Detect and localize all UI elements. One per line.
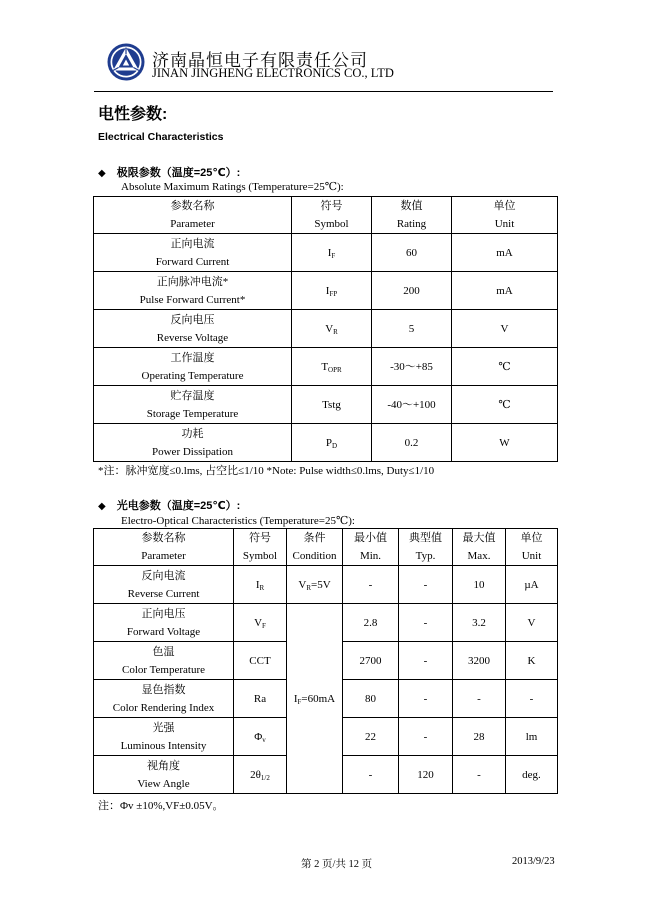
- symbol-base: I: [327, 246, 332, 259]
- typ-cell: [399, 718, 453, 756]
- abs-max-heading: [98, 164, 240, 180]
- parameter-cell: [94, 566, 234, 604]
- header-en: Condition: [292, 550, 337, 562]
- symbol-cell: [234, 756, 287, 794]
- unit-value: mA: [496, 284, 513, 297]
- parameter-cell: [94, 718, 234, 756]
- typ-cell: [399, 680, 453, 718]
- rating-value: 0.2: [404, 436, 419, 449]
- header-cell: [287, 529, 343, 566]
- condition-value: =5V: [310, 578, 331, 591]
- symbol-cell: [234, 566, 287, 604]
- typ-value: -: [423, 730, 428, 743]
- parameter-cell: [94, 272, 292, 310]
- parameter-en: Luminous Intensity: [120, 739, 207, 752]
- symbol-base: V: [325, 322, 334, 335]
- unit-cell: [452, 348, 558, 386]
- parameter-cn: 正向电压: [141, 607, 186, 620]
- unit-cell: [506, 680, 558, 718]
- parameter-en: Forward Voltage: [126, 625, 201, 638]
- rating-cell: [372, 424, 452, 462]
- parameter-cell: [94, 234, 292, 272]
- unit-cell: [506, 756, 558, 794]
- parameter-cn: 正向脉冲电流*: [156, 275, 229, 288]
- table-row: [94, 424, 558, 462]
- symbol: [292, 434, 371, 452]
- symbol-cell: [234, 604, 287, 642]
- parameter-cell: [94, 386, 292, 424]
- header-cn: 符号: [320, 200, 343, 212]
- max-cell: [453, 642, 506, 680]
- max-value: 3200: [468, 654, 490, 667]
- header-en: Parameter: [141, 550, 186, 562]
- rating-value: 60: [406, 246, 417, 259]
- company-name-cn: 济南晶恒电子有限责任公司: [152, 51, 368, 70]
- header-cell: [452, 197, 558, 234]
- unit-cell: [506, 642, 558, 680]
- parameter-en: Storage Temperature: [146, 407, 239, 420]
- rating-cell: [372, 386, 452, 424]
- min-value: -: [368, 578, 373, 591]
- symbol-cell: [234, 642, 287, 680]
- table-row: [94, 604, 558, 642]
- symbol-cell: [234, 718, 287, 756]
- table-row: [94, 566, 558, 604]
- unit-cell: [506, 566, 558, 604]
- header-divider: [94, 91, 553, 92]
- header-cell: [94, 197, 292, 234]
- symbol-base: CCT: [249, 654, 271, 667]
- header-cn: 符号: [249, 532, 271, 544]
- parameter-cn: 功耗: [181, 427, 204, 440]
- header-en: Min.: [359, 550, 382, 562]
- symbol-base: Φ: [254, 730, 263, 743]
- unit-value: -: [529, 692, 534, 705]
- header-cn: 单位: [493, 200, 516, 212]
- parameter-cn: 正向电流: [170, 237, 215, 250]
- parameter-cn: 工作温度: [170, 351, 215, 364]
- header-cell: [399, 529, 453, 566]
- condition-symbol: V: [298, 578, 307, 591]
- parameter-cn: 反向电流: [141, 569, 186, 582]
- symbol: [234, 766, 286, 784]
- min-value: 2700: [359, 654, 382, 667]
- parameter-en: Reverse Voltage: [156, 331, 229, 344]
- header-cn: 单位: [520, 532, 543, 544]
- rating-value: 5: [408, 322, 415, 335]
- symbol: [292, 358, 371, 376]
- parameter-cn: 显色指数: [141, 683, 186, 696]
- parameter-en: Color Rendering Index: [112, 701, 215, 714]
- header-cell: [453, 529, 506, 566]
- typ-cell: [399, 566, 453, 604]
- symbol: [234, 652, 286, 670]
- symbol-base: V: [254, 616, 263, 629]
- unit-value: deg.: [522, 768, 541, 781]
- symbol: [292, 244, 371, 262]
- parameter-cell: [94, 642, 234, 680]
- symbol: [234, 614, 286, 632]
- abs-max-table: [93, 196, 558, 462]
- symbol-base: T: [321, 360, 329, 373]
- symbol-cell: [292, 234, 372, 272]
- min-cell: [343, 566, 399, 604]
- parameter-en: Color Temperature: [121, 663, 206, 676]
- rating-cell: [372, 310, 452, 348]
- symbol-base: Tstg: [322, 398, 341, 411]
- parameter-cell: [94, 604, 234, 642]
- max-cell: [453, 680, 506, 718]
- header-en: Max.: [467, 550, 491, 562]
- symbol-subscript: F: [331, 251, 336, 260]
- min-value: 22: [365, 730, 376, 743]
- parameter-cell: [94, 424, 292, 462]
- diamond-bullet-icon: ◆: [98, 501, 106, 512]
- max-value: -: [477, 768, 481, 781]
- rating-cell: [372, 272, 452, 310]
- parameter-en: Reverse Current: [127, 587, 200, 600]
- diamond-bullet-icon: ◆: [98, 168, 106, 179]
- symbol-cell: [292, 310, 372, 348]
- header-cell: [234, 529, 287, 566]
- company-logo-icon: [106, 42, 146, 82]
- table-row: [94, 234, 558, 272]
- symbol-cell: [292, 272, 372, 310]
- abs-max-heading-text: 极限参数（温度=25℃）:: [116, 167, 241, 179]
- symbol-subscript: v: [262, 735, 266, 744]
- typ-cell: [399, 642, 453, 680]
- min-cell: [343, 642, 399, 680]
- company-name-en: JINAN JINGHENG ELECTRONICS CO., LTD: [152, 66, 394, 80]
- header-cell: [292, 197, 372, 234]
- symbol-subscript: R: [259, 583, 265, 592]
- symbol-cell: [292, 348, 372, 386]
- condition-symbol: I: [293, 692, 298, 705]
- parameter-en: Forward Current: [155, 255, 230, 268]
- max-cell: [453, 604, 506, 642]
- symbol-subscript: FP: [329, 289, 338, 298]
- parameter-cell: [94, 348, 292, 386]
- max-cell: [453, 718, 506, 756]
- eo-note-text: 注：Φv ±10%,VF±0.05V。: [98, 800, 224, 812]
- unit-value: ℃: [498, 360, 511, 373]
- header-en: Symbol: [314, 218, 349, 230]
- eo-table: [93, 528, 558, 794]
- min-value: -: [368, 768, 373, 781]
- header-cn: 条件: [303, 532, 326, 544]
- typ-value: -: [423, 616, 428, 629]
- unit-cell: [506, 604, 558, 642]
- header-cn: 典型值: [409, 532, 442, 544]
- typ-value: -: [423, 578, 428, 591]
- abs-max-caption: Absolute Maximum Ratings (Temperature=25℃):: [121, 181, 344, 193]
- unit-value: W: [499, 436, 510, 449]
- condition-value: =60mA: [301, 692, 336, 705]
- max-value: 10: [473, 578, 485, 591]
- symbol-cell: [234, 680, 287, 718]
- symbol-base: 2θ: [250, 768, 261, 781]
- unit-value: V: [527, 616, 536, 629]
- parameter-en: Operating Temperature: [141, 369, 244, 382]
- symbol-cell: [292, 424, 372, 462]
- symbol: [292, 282, 371, 300]
- max-cell: [453, 566, 506, 604]
- header-en: Symbol: [242, 550, 278, 562]
- parameter-cell: [94, 680, 234, 718]
- min-cell: [343, 680, 399, 718]
- symbol-subscript: F: [262, 621, 266, 630]
- section-title: 电性参数:: [98, 106, 168, 123]
- typ-value: -: [423, 654, 428, 667]
- unit-cell: [452, 234, 558, 272]
- symbol-cell: [292, 386, 372, 424]
- eo-heading-text: 光电参数（温度=25℃）:: [116, 500, 241, 512]
- min-value: 80: [365, 692, 376, 705]
- max-value: 3.2: [472, 616, 486, 629]
- parameter-en: Power Dissipation: [152, 445, 233, 458]
- unit-cell: [452, 386, 558, 424]
- unit-cell: [452, 424, 558, 462]
- table-header-row: [94, 197, 558, 234]
- header-en: Rating: [396, 218, 427, 230]
- unit-value: K: [527, 654, 536, 667]
- section-subtitle: Electrical Characteristics: [98, 131, 224, 143]
- min-cell: [343, 718, 399, 756]
- header-en: Typ.: [415, 550, 436, 562]
- min-cell: [343, 604, 399, 642]
- shared-condition-cell: [287, 604, 343, 794]
- rating-cell: [372, 348, 452, 386]
- typ-value: -: [423, 692, 428, 705]
- condition-cell: [287, 566, 343, 604]
- rating-cell: [372, 234, 452, 272]
- header-cn: 最小值: [354, 532, 387, 544]
- symbol: [234, 576, 286, 594]
- symbol: [292, 396, 371, 414]
- table-row: [94, 310, 558, 348]
- table-row: [94, 272, 558, 310]
- page-number: 第 2 页/共 12 页: [301, 859, 373, 870]
- condition-subscript: F: [297, 697, 302, 706]
- symbol-base: I: [325, 284, 330, 297]
- symbol: [234, 690, 286, 708]
- unit-cell: [452, 272, 558, 310]
- parameter-cn: 色温: [152, 645, 175, 658]
- unit-value: V: [500, 322, 509, 335]
- symbol-subscript: D: [332, 441, 338, 450]
- table-row: [94, 348, 558, 386]
- unit-value: ℃: [498, 398, 511, 411]
- table-header-row: [94, 529, 558, 566]
- max-value: -: [477, 692, 481, 705]
- unit-cell: [506, 718, 558, 756]
- parameter-cn: 贮存温度: [170, 389, 215, 402]
- unit-value: mA: [496, 246, 513, 259]
- document-date: 2013/9/23: [512, 856, 555, 867]
- unit-value: lm: [525, 730, 538, 743]
- header-cn: 最大值: [462, 532, 496, 544]
- header-en: Unit: [521, 550, 542, 562]
- max-cell: [453, 756, 506, 794]
- symbol-subscript: R: [333, 327, 338, 336]
- eo-note: [98, 797, 224, 813]
- max-value: 28: [473, 730, 485, 743]
- header-en: Unit: [494, 218, 515, 230]
- header-cn: 参数名称: [170, 200, 215, 212]
- rating-value: -30～+85: [390, 360, 433, 373]
- symbol-base: I: [255, 578, 260, 591]
- header-en: Parameter: [170, 218, 215, 230]
- parameter-cn: 反向电压: [170, 313, 215, 326]
- symbol: [292, 320, 371, 338]
- eo-caption: Electro-Optical Characteristics (Temperature=25℃):: [121, 515, 355, 527]
- condition: [287, 576, 342, 594]
- condition-subscript: R: [306, 583, 311, 592]
- symbol-subscript: 1/2: [260, 773, 270, 782]
- parameter-en: Pulse Forward Current*: [139, 293, 246, 306]
- header-cn: 数值: [400, 200, 423, 212]
- symbol: [234, 728, 286, 746]
- unit-value: µA: [524, 578, 539, 591]
- header-cn: 参数名称: [141, 532, 186, 544]
- parameter-cell: [94, 756, 234, 794]
- header-cell: [94, 529, 234, 566]
- parameter-en: View Angle: [137, 777, 190, 790]
- header-cell: [506, 529, 558, 566]
- eo-heading: [98, 497, 240, 513]
- condition: [287, 690, 342, 708]
- rating-value: -40～+100: [387, 398, 436, 411]
- rating-value: 200: [403, 284, 420, 297]
- min-cell: [343, 756, 399, 794]
- parameter-cn: 光强: [152, 721, 175, 734]
- header-cell: [372, 197, 452, 234]
- abs-max-note: *注：脉冲宽度≤0.lms, 占空比≤1/10 *Note: Pulse width≤0.lms, Duty≤1/10: [98, 465, 435, 477]
- parameter-cn: 视角度: [147, 759, 180, 772]
- min-value: 2.8: [363, 616, 378, 629]
- typ-value: 120: [417, 768, 434, 781]
- parameter-cell: [94, 310, 292, 348]
- typ-cell: [399, 604, 453, 642]
- symbol-base: Ra: [253, 692, 267, 705]
- header-cell: [343, 529, 399, 566]
- unit-cell: [452, 310, 558, 348]
- symbol-subscript: OPR: [328, 365, 342, 374]
- table-row: [94, 386, 558, 424]
- typ-cell: [399, 756, 453, 794]
- symbol-base: P: [325, 436, 333, 449]
